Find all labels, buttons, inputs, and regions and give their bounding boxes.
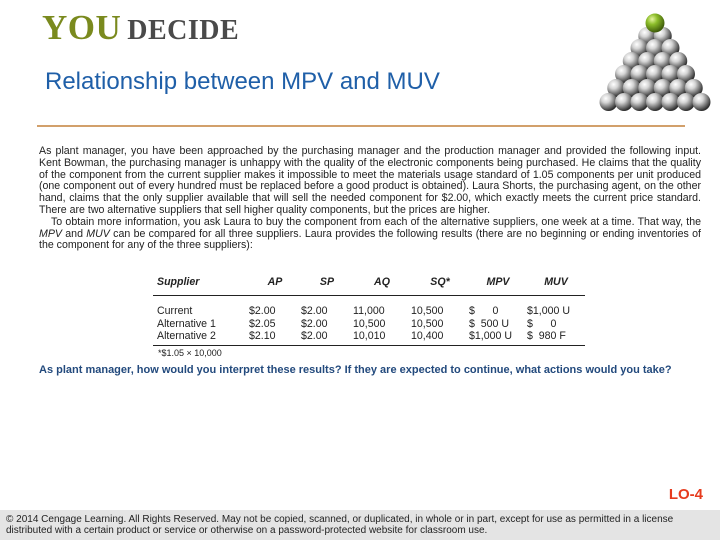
table-cell: 10,500 bbox=[411, 305, 444, 318]
table-cell: 10,400 bbox=[411, 330, 469, 345]
silver-sphere bbox=[693, 93, 711, 111]
paragraph-2-part-c: can be compared for all three suppliers. Laura provides the following results (there are no beginning or ending inventories of the component for any of the three suppliers): bbox=[39, 227, 702, 252]
silver-sphere bbox=[600, 93, 618, 111]
silver-sphere bbox=[615, 93, 633, 111]
green-sphere bbox=[646, 14, 665, 33]
sphere-pyramid-icon bbox=[596, 6, 714, 118]
brand-you-text: YOU bbox=[42, 8, 122, 47]
table-cell: 10,500 bbox=[353, 317, 386, 330]
table-cell: $ 0 bbox=[527, 317, 557, 330]
table-cell: $2.10 bbox=[249, 330, 301, 345]
table-cell: Alternative 2 bbox=[153, 330, 249, 345]
silver-sphere bbox=[631, 93, 649, 111]
table-cell: $ 980 F bbox=[527, 330, 585, 345]
supplier-results-table bbox=[153, 276, 585, 346]
table-cell: 10,500 bbox=[411, 317, 444, 330]
problem-text bbox=[39, 146, 701, 252]
column-header: AP bbox=[249, 276, 301, 296]
table-row bbox=[153, 330, 585, 345]
column-header: Supplier bbox=[153, 276, 249, 296]
table-cell: 10,010 bbox=[353, 330, 411, 345]
table-cell: $2.00 bbox=[301, 317, 328, 330]
paragraph-2-muv: MUV bbox=[86, 227, 110, 240]
paragraph-2-part-b: and bbox=[61, 227, 87, 240]
column-header: SP bbox=[301, 276, 353, 296]
slide-title: Relationship between MPV and MUV bbox=[45, 68, 440, 95]
table-cell: $1,000 U bbox=[469, 330, 527, 345]
silver-sphere bbox=[646, 93, 664, 111]
table-cell: $ 0 bbox=[469, 305, 499, 318]
paragraph-2-part-a: To obtain more information, you ask Laura to buy the component from each of the alternative suppliers, one week at a time. That way, the bbox=[51, 215, 701, 228]
paragraph-2 bbox=[39, 217, 701, 252]
title-divider bbox=[37, 125, 685, 127]
learning-objective-label: LO-4 bbox=[668, 486, 703, 503]
question-text: As plant manager, how would you interpret these results? If they are expected to continue, what actions would you take? bbox=[39, 364, 672, 376]
table-row bbox=[153, 296, 585, 318]
table-cell: 11,000 bbox=[353, 305, 385, 318]
table-header-row bbox=[153, 276, 585, 296]
table-cell: $1,000 U bbox=[527, 305, 570, 318]
column-header: SQ* bbox=[411, 276, 469, 296]
copyright-notice: © 2014 Cengage Learning. All Rights Reserved. May not be copied, scanned, or duplicated, in whole or in part, except for use as permitted in a license distributed with a certain product or service or otherwise on a password-protected website for classroom use. bbox=[6, 514, 674, 536]
silver-sphere bbox=[662, 93, 680, 111]
table-cell: $ 500 U bbox=[469, 317, 510, 330]
table-footnote: *$1.05 × 10,000 bbox=[158, 348, 222, 358]
table-cell: $2.00 bbox=[249, 305, 276, 318]
silver-sphere bbox=[677, 93, 695, 111]
table-cell: $2.00 bbox=[301, 305, 328, 318]
table-row bbox=[153, 318, 585, 331]
column-header: AQ bbox=[353, 276, 411, 296]
table-cell: Current bbox=[157, 305, 193, 318]
brand-decide-text: DECIDE bbox=[127, 15, 240, 46]
column-header: MPV bbox=[469, 276, 527, 296]
paragraph-2-mpv: MPV bbox=[39, 227, 62, 240]
column-header: MUV bbox=[527, 276, 585, 296]
table-cell: $2.00 bbox=[301, 330, 353, 345]
table-cell: $2.05 bbox=[249, 317, 276, 330]
table-cell: Alternative 1 bbox=[157, 317, 216, 330]
you-decide-logo bbox=[42, 8, 240, 47]
paragraph-1: As plant manager, you have been approached by the purchasing manager and the production manager and provided the following input. Kent Bowman, the purchasing manager is unhappy with the quality of the electronic components being purchased. He claims that the quality of the component from the current supplier makes it impossible to meet the materials usage standard of 1.05 components per unit produced (one component out of every hundred must be replaced before a good product is obtained). Laura Shorts, the purchasing agent, on the other hand, claims that the only supplier available that will sell the needed component for $2.00, which exactly meets the current price standard. There are two alternative suppliers that sell higher quality components, but the prices are higher. bbox=[39, 145, 701, 216]
